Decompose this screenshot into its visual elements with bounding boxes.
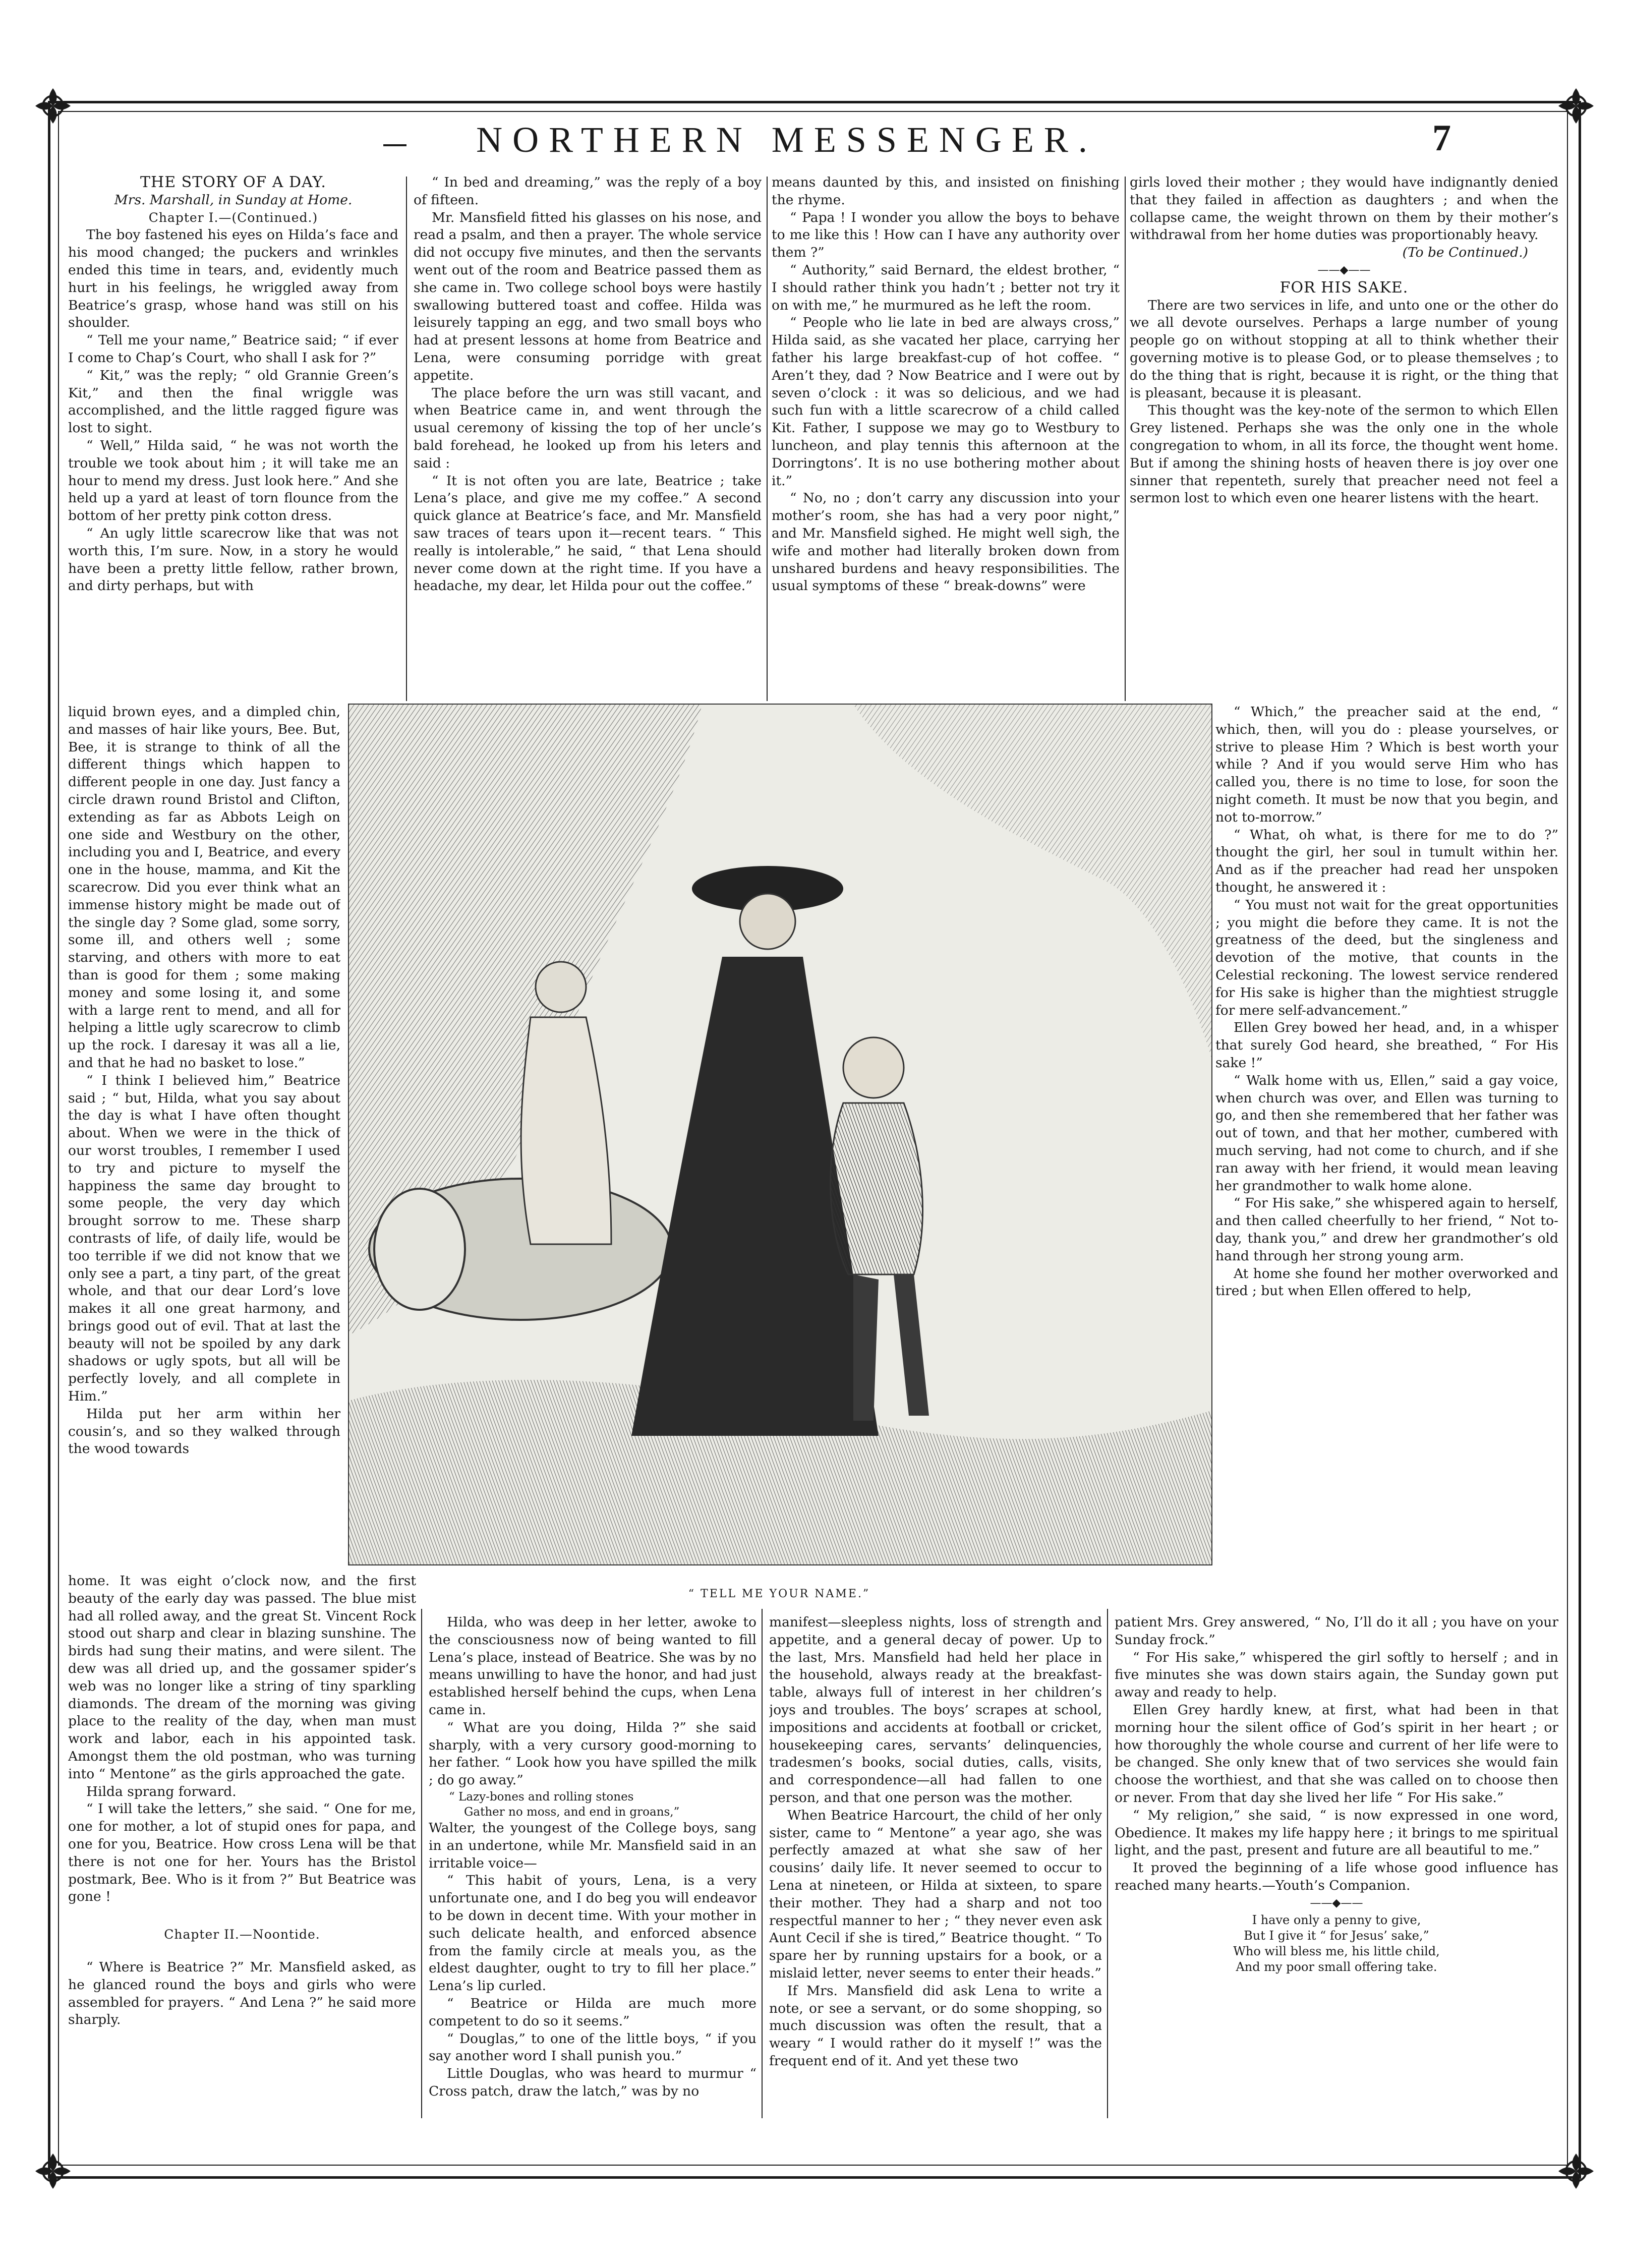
paragraph: “ My religion,” she said, “ is now expressed in one word, Obedience. It makes my life happy here ; it brings to me spiritual light, and the past, present and future are all beautiful to me.” <box>1115 1807 1558 1858</box>
story-column-1-top <box>68 174 398 701</box>
paragraph: “ Well,” Hilda said, “ he was not worth the trouble we took about him ; it will take me an hour to mend my dress. Just look here.” And she held up a yard at least of torn flounce from the bottom of her pretty pink cotton dress. <box>68 437 398 524</box>
paragraph: “ In bed and dreaming,” was the reply of a boy of fifteen. <box>414 175 762 208</box>
paragraph: “ Douglas,” to one of the little boys, “ if you say another word I shall punish you.” <box>429 2030 757 2064</box>
chapter-heading: Chapter II.—Noontide. <box>164 1927 320 1942</box>
paragraph: “ Papa ! I wonder you allow the boys to behave to me like this ! How can I have any authority over them ?” <box>772 209 1120 261</box>
ornamental-corner-icon <box>1553 2148 1599 2194</box>
column-rule <box>421 1609 422 2118</box>
page-number: 7 <box>1432 118 1451 159</box>
paragraph: Little Douglas, who was heard to murmur “ Cross patch, draw the latch,” was by no <box>429 2066 757 2099</box>
paragraph: “ Where is Beatrice ?” Mr. Mansfield asked, as he glanced round the boys and girls who were assembled for prayers. “ And Lena ?” he said more sharply. <box>68 1959 416 2028</box>
paragraph: Hilda, who was deep in her letter, awoke to the consciousness now of being wanted to fill Lena’s place, instead of Beatrice. She was by no means unwilling to have the honor, and had just established herself behind the cups, when Lena came in. <box>429 1614 757 1718</box>
paragraph: “ This habit of yours, Lena, is a very unfortunate one, and I do beg you will endeavor to be down in decent time. With your mother in such delicate health, and enforced absence from the family circle at meals you, as the eldest daughter, ought to try to fill her place.” Lena’s lip curled. <box>429 1873 757 1994</box>
story-byline: Mrs. Marshall, in Sunday at Home. <box>114 192 353 208</box>
chapter-heading: Chapter I.—(Continued.) <box>148 210 318 225</box>
paragraph: Ellen Grey hardly knew, at first, what had been in that morning hour the silent office of God’s spirit in her heart ; or how thoroughly the whole course and current of her life were to be changed. She only knew that of two services she would fain choose the worthiest, and that she was called on to choose then or never. From that day she lived her life “ For His sake.” <box>1115 1702 1558 1806</box>
story-column-2-bottom <box>429 1614 757 2133</box>
paragraph: This thought was the key-note of the sermon to which Ellen Grey listened. Perhaps she was the only one in the whole congregation to whom, in all its force, the thought went home. But if among the shining hosts of heaven there is joy over one sinner that repenteth, surely that preacher need not feel a sermon lost to which even one hearer listens with the heart. <box>1130 402 1558 506</box>
paragraph: “ You must not wait for the great opportunities ; you might die before they came. It is not the greatness of the deed, but the singleness and devotion of the motive, that counts in the Celestial reckoning. The lowest service rendered for His sake is higher than the mightiest struggle for mere self-advancement.” <box>1215 897 1558 1018</box>
story-column-3-bottom <box>769 1614 1102 2133</box>
paragraph: Hilda sprang forward. <box>86 1783 237 1799</box>
column-rule <box>762 1609 763 2118</box>
paragraph: “ People who lie late in bed are always cross,” Hilda said, as she vacated her place, carrying her father his large breakfast-cup of hot coffee. “ Aren’t they, dad ? Now Beatrice and I were out by seven o’clock : it was so delicious, and we had such fun with a little scarecrow of a child called Kit. Father, I suppose we may go to Westbury to luncheon, and play tennis this afternoon at the Dorringtons’. It is no use bothering mother about it.” <box>772 315 1120 489</box>
paragraph: “ For His sake,” she whispered again to herself, and then called cheerfully to her friend, “ Not to-day, thank you,” and drew her grandmother’s old hand through her strong young arm. <box>1215 1195 1558 1264</box>
poem-line: But I give it “ for Jesus’ sake,” <box>1244 1928 1429 1943</box>
verse-line: “ Lazy-bones and rolling stones <box>449 1790 634 1804</box>
poem-line: I have only a penny to give, <box>1252 1912 1421 1927</box>
paragraph: When Beatrice Harcourt, the child of her only sister, came to “ Mentone” a year ago, she was perfectly amazed at what she saw of her cousins’ daily life. It never seemed to occur to Lena at nineteen, or Hilda at sixteen, to spare their mother. They had a sharp and not too respectful manner to her ; “ they never even ask Aunt Cecil if she is tired,” Beatrice thought. “ To spare her by running upstairs for a book, or a mislaid letter, never seems to enter their heads.” <box>769 1807 1102 1981</box>
paragraph: Ellen Grey bowed her head, and, in a whisper that surely God heard, she breathed, “ For His sake !” <box>1215 1020 1558 1071</box>
paragraph: “ Authority,” said Bernard, the eldest brother, “ I should rather think you hadn’t ; better not try it on with me,” he murmured as he left the room. <box>772 262 1120 313</box>
paragraph: “ Tell me your name,” Beatrice said; “ if ever I come to Chap’s Court, who shall I ask for ?” <box>68 332 398 366</box>
column-rule <box>1107 1609 1108 2118</box>
column-rule <box>767 177 768 701</box>
column-4-narrow <box>1215 704 1558 1611</box>
paragraph: It proved the beginning of a life whose good influence has reached many hearts.—Youth’s Companion. <box>1115 1860 1558 1893</box>
poem-line: And my poor small offering take. <box>1236 1959 1437 1974</box>
ornamental-corner-icon <box>1553 83 1599 129</box>
paragraph: means daunted by this, and insisted on finishing the rhyme. <box>772 175 1120 208</box>
column-rule <box>406 177 407 701</box>
paragraph: The place before the urn was still vacant, and when Beatrice came in, and went through the usual ceremony of kissing the top of her uncle’s bald forehead, he looked up from his leters and said : <box>414 385 762 471</box>
paragraph: There are two services in life, and unto one or the other do we all devote ourselves. Perhaps a large number of young people go on without stopping at all to think whether their governing motive is to please God, or to please themselves ; to do the thing that is right, because it is right, or the thing that is pleasant, because it is pleasant. <box>1130 297 1558 401</box>
paragraph: “ Walk home with us, Ellen,” said a gay voice, when church was over, and Ellen was turning to go, and then she remembered that her father was out of town, and that her mother, cumbered with much serving, had not come to church, and if she ran away with her friend, it would mean leaving her grandmother to walk home alone. <box>1215 1072 1558 1194</box>
paragraph: girls loved their mother ; they would have indignantly denied that they failed in affection as daughters ; and when the collapse came, the weight thrown on them by their mother’s withdrawal from her home duties was proportionably heavy. <box>1130 175 1558 243</box>
ornamental-corner-icon <box>30 83 76 129</box>
paragraph: “ An ugly little scarecrow like that was not worth this, I’m sure. Now, in a story he would have been a pretty little fellow, rather brown, and dirty perhaps, but with <box>68 525 398 594</box>
paragraph: liquid brown eyes, and a dimpled chin, and masses of hair like yours, Bee. But, Bee, it is strange to think of all the different things which happen to different people in one day. Just fancy a circle drawn round Bristol and Clifton, extending as far as Abbots Leigh on one side and Westbury on the other, including you and I, Beatrice, and every one in the house, mamma, and Kit the scarecrow. Did you ever think what an immense history might be made out of the single day ? Some glad, some sorry, some ill, and others well ; some starving, and others with more to eat than is good for them ; some making money and some losing it, and some with a large rent to mend, and all for helping a little ugly scarecrow to climb up the rock. I daresay it was all a lie, and that he had no basket to lose.” <box>68 704 340 1071</box>
paragraph: “ Kit,” was the reply; “ old Grannie Green’s Kit,” and then the final wriggle was accomplished, and the little ragged figure was lost to sight. <box>68 367 398 436</box>
poem-line: Who will bless me, his little child, <box>1233 1944 1440 1958</box>
column-4-top <box>1130 174 1558 701</box>
story-column-1-narrow <box>68 704 340 1568</box>
story-column-1-bottom <box>68 1573 416 2132</box>
paragraph: home. It was eight o’clock now, and the first beauty of the early day was passed. The blue mist had all rolled away, and the great St. Vincent Rock stood out sharp and clear in blazing sunshine. The birds had sung their matins, and were silent. The dew was all dried up, and the gossamer spider’s web was no longer like a string of tiny sparkling diamonds. The dream of the morning was giving place to the reality of the day, when man must work and labor, each in his appointed task. Amongst them the old postman, who was turning into “ Mentone” as the girls approached the gate. <box>68 1573 416 1782</box>
story-column-3-top <box>772 174 1120 701</box>
paragraph: If Mrs. Mansfield did ask Lena to write a note, or see a servant, or do some shopping, so much discussion was often the result, that a weary “ I would rather do it myself !” was the frequent end of it. And yet these two <box>769 1983 1102 2069</box>
illustration-caption: “ TELL ME YOUR NAME.” <box>688 1588 870 1600</box>
ornamental-corner-icon <box>30 2148 76 2194</box>
paragraph: “ What are you doing, Hilda ?” she said sharply, with a very cursory good-morning to her father. “ Look how you have spilled the milk ; do go away.” <box>429 1719 757 1788</box>
paragraph: “ It is not often you are late, Beatrice ; take Lena’s place, and give me my coffee.” A second quick glance at Beatrice’s face, and Mr. Mansfield saw traces of tears upon it—recent tears. “ This really is intolerable,” he said, “ that Lena should never come down at the right time. If you have a headache, my dear, let Hilda pour out the coffee.” <box>414 473 762 594</box>
paragraph: “ I think I believed him,” Beatrice said ; “ but, Hilda, what you say about the day is what I have often thought about. When we were in the thick of our worst troubles, I remember I used to try and picture to myself the happiness the same day brought to some people, the very day which brought sorrow to me. These sharp contrasts of life, of daily life, would be too terrible if we did not know that we only see a part, a tiny part, of the great whole, and that our dear Lord’s love makes it all one great harmony, and brings good out of evil. That at last the beauty will not be spoiled by any dark shadows or ugly spots, but all will be perfectly lovely, and all complete in Him.” <box>68 1072 340 1405</box>
paragraph: “ No, no ; don’t carry any discussion into your mother’s room, she has had a very poor night,” and Mr. Mansfield sighed. He might well sigh, the wife and mother had literally broken down from unshared burdens and heavy responsibilities. The usual symptoms of these “ break-downs” were <box>772 490 1120 594</box>
story-column-2-top <box>414 174 762 701</box>
engraving-image <box>349 705 1211 1564</box>
ornamental-rule-icon: ——◆—— <box>1317 263 1371 276</box>
engraving-illustration <box>348 704 1212 1565</box>
paragraph: “ For His sake,” whispered the girl softly to herself ; and in five minutes she was down stairs again, the Sunday gown put away and ready to help. <box>1115 1649 1558 1701</box>
paragraph: patient Mrs. Grey answered, “ No, I’ll do it all ; you have on your Sunday frock.” <box>1115 1614 1558 1648</box>
ornamental-rule-icon: ——◆—— <box>1310 1896 1363 1909</box>
masthead-title: NORTHERN MESSENGER. <box>476 120 1097 160</box>
paragraph: “ Beatrice or Hilda are much more competent to do so it seems.” <box>429 1995 757 2029</box>
article-title: FOR HIS SAKE. <box>1279 278 1409 297</box>
paragraph: Hilda put her arm within her cousin’s, and so they walked through the wood towards <box>68 1406 340 1457</box>
paragraph: “ Which,” the preacher said at the end, “ which, then, will you do : please yourselves, or strive to please Him ? Which is best worth your while ? And if you would serve Him who has called you, there is no time to lose, for soon the night cometh. It must be now that you begin, and not to-morrow.” <box>1215 704 1558 825</box>
paragraph: At home she found her mother overworked and tired ; but when Ellen offered to help, <box>1215 1265 1558 1299</box>
column-rule <box>1125 177 1126 701</box>
paragraph: manifest—sleepless nights, loss of strength and appetite, and a general decay of power. Up to the last, Mrs. Mansfield had held her place in the household, always ready at the breakfast-table, always full of interest in her children’s joys and troubles. The boys’ scrapes at school, impositions and accidents at football or cricket, housekeeping cares, servants’ delinquencies, tradesmen’s books, social duties, calls, visits, and correspondence—all had fallen to one person, and that one person was the mother. <box>769 1614 1102 1806</box>
verse-line: Gather no moss, and end in groans,” <box>464 1805 680 1819</box>
story-title: THE STORY OF A DAY. <box>140 174 326 191</box>
paragraph: “ What, oh what, is there for me to do ?” thought the girl, her soul in tumult within her. And as if the preacher had read her unspoken thought, he answered it : <box>1215 827 1558 895</box>
to-be-continued: (To be Continued.) <box>1402 245 1528 261</box>
paragraph: Mr. Mansfield fitted his glasses on his nose, and read a psalm, and then a prayer. The whole service did not occupy five minutes, and then the servants went out of the room and Beatrice passed them as she came in. Two college school boys were hastily swallowing buttered toast and coffee. Hilda was leisurely tapping an egg, and two small boys who had at present lessons at home from Beatrice and Lena, were consuming porridge with great appetite. <box>414 209 762 383</box>
column-4-bottom <box>1115 1614 1558 2143</box>
paragraph: Walter, the youngest of the College boys, sang in an undertone, while Mr. Mansfield said in an irritable voice— <box>429 1820 757 1871</box>
paragraph: The boy fastened his eyes on Hilda’s face and his mood changed; the puckers and wrinkles ended this time in tears, and, evidently much hurt in his feelings, he wriggled away from Beatrice’s grasp, whose hand was still on his shoulder. <box>68 227 398 331</box>
paragraph: “ I will take the letters,” she said. “ One for me, one for mother, a lot of stupid ones for papa, and one for you, Beatrice. How cross Lena will be that there is not one for her. Yours has the Bristol postmark, Bee. Who is it from ?” But Beatrice was gone ! <box>68 1801 416 1905</box>
